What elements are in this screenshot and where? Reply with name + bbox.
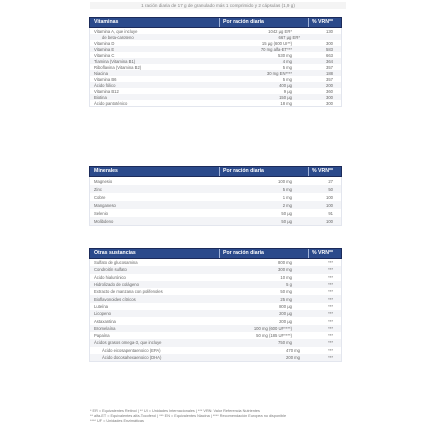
nutrient-name: Hidrolizado de colágeno (94, 282, 139, 288)
nutrient-vrn: *** (328, 347, 333, 353)
nutrient-amount: 18 mg (280, 100, 292, 106)
nutrient-vrn: *** (328, 274, 333, 280)
header-nutrient: Minerales (94, 168, 118, 174)
nutrient-vrn: 50 (328, 186, 333, 192)
table-row (90, 259, 341, 266)
table-row (90, 40, 341, 46)
table-row (90, 70, 341, 76)
header-vrn: % VRN** (308, 167, 341, 176)
nutrient-vrn: *** (328, 267, 333, 273)
nutrient-amount: 4 mg (282, 58, 292, 64)
nutrient-name: Vitamina E (94, 46, 115, 52)
nutrient-name: Ácido hialurónico (94, 274, 126, 280)
table-row (90, 100, 341, 106)
nutrient-amount: 10 mg (280, 274, 292, 280)
table-row (90, 52, 341, 58)
nutrient-amount: 200 µg (279, 311, 292, 317)
serving-caption: 1 ración diaria de 17 g de granulado más 1 comprimido y 2 cápsulas (1,9 g) (90, 2, 346, 9)
table-row (90, 34, 341, 40)
vitamins-table (89, 17, 342, 107)
minerals-table (89, 166, 342, 226)
nutrient-amount: 5 mg (282, 186, 292, 192)
nutrient-vrn: 300 (326, 40, 333, 46)
nutrient-amount: 100 mg (600 UF****) (253, 325, 292, 331)
nutrient-name: Vitamina B6 (94, 76, 117, 82)
nutrient-vrn: 27 (328, 178, 333, 184)
nutrient-name: Astaxantina (94, 318, 116, 324)
nutrient-vrn: 364 (326, 58, 333, 64)
nutrient-vrn: 100 (326, 202, 333, 208)
nutrient-vrn: 357 (326, 76, 333, 82)
nutrient-name: Papaína (94, 333, 110, 339)
table-row (90, 303, 341, 310)
nutrient-name: Licopeno (94, 311, 111, 317)
header-nutrient: Vitaminas (94, 19, 119, 25)
other-substances-table-header (89, 248, 342, 259)
nutrient-vrn: *** (328, 303, 333, 309)
table-row (90, 325, 341, 332)
nutrient-name: Magnesio (94, 178, 113, 184)
nutrient-amount: 5 mg (282, 76, 292, 82)
nutrient-name: Tiamina (Vitamina B1) (94, 58, 136, 64)
nutrient-amount: 1 mg (282, 194, 292, 200)
nutrient-vrn: *** (328, 355, 333, 360)
nutrient-name: Condroitín sulfato (94, 267, 127, 273)
nutrient-name: Luteína (94, 303, 108, 309)
table-row (90, 339, 341, 346)
nutrient-name: Ácido fólico (94, 82, 116, 88)
nutrient-vrn: 100 (326, 194, 333, 200)
nutrient-amount: 800 µg (279, 303, 292, 309)
nutrient-name: Bioflavonoides cítricos (94, 296, 136, 302)
nutrient-amount: 15 µg (600 UI**) (261, 40, 292, 46)
nutrient-vrn: *** (328, 311, 333, 317)
nutrient-vrn: *** (328, 289, 333, 295)
nutrient-amount: 50 mg (280, 289, 292, 295)
nutrient-name: Zinc (94, 186, 102, 192)
nutrient-name: Vitamina A, que incluye (94, 28, 138, 34)
nutrient-vrn: *** (328, 340, 333, 346)
nutrient-amount: 5 mg (282, 64, 292, 70)
nutrient-vrn: *** (328, 260, 333, 266)
table-row (90, 76, 341, 82)
nutrient-amount: 25 mg (280, 296, 292, 302)
nutrient-amount: 200 µg (279, 318, 292, 324)
nutrient-name: Cobre (94, 194, 106, 200)
header-amount: Por ración diaria (219, 18, 308, 27)
table-row (90, 209, 341, 217)
nutrient-vrn: 100 (326, 218, 333, 224)
nutrient-name: Vitamina B12 (94, 88, 119, 94)
table-row (90, 94, 341, 100)
nutrient-vrn: 360 (326, 88, 333, 94)
nutrient-name: Biotina (94, 94, 107, 100)
nutrient-amount: 2 mg (282, 202, 292, 208)
nutrient-vrn: 200 (326, 82, 333, 88)
nutrient-vrn: *** (328, 333, 333, 339)
nutrient-amount: 750 mg (278, 340, 292, 346)
minerals-rows (89, 177, 342, 226)
table-row (90, 317, 341, 324)
nutrient-amount: 470 mg (286, 347, 300, 353)
footnote-line: * ER = Equivalentes Retinol | ** UI = Unidades Internacionales | *** VRN: Valor Referencia Nutrientes (90, 409, 260, 413)
nutrient-vrn: 663 (326, 52, 333, 58)
nutrient-name: Sulfato de glucosamina (94, 260, 138, 266)
nutrient-vrn: 130 (326, 28, 333, 34)
nutrient-name: Ácido docosahexaenoico (DHA) (102, 355, 162, 360)
nutrient-name: Vitamina C (94, 52, 115, 58)
table-row (90, 288, 341, 295)
nutrient-amount: 530 mg (278, 52, 292, 58)
nutrient-amount: 70 mg alfa-ET*** (260, 46, 292, 52)
table-row (90, 281, 341, 288)
nutrient-name: Selenio (94, 210, 108, 216)
header-vrn: % VRN** (308, 18, 341, 27)
footnote-line: ** alfa-ET = Equivalentes alfa-Tocoferol | *** EN = Equivalentes Niacina | **** Recomendación Europea no disponible (90, 414, 287, 418)
table-row (90, 185, 341, 193)
nutrient-amount: 800 mg (278, 260, 292, 266)
table-row (90, 177, 341, 185)
nutrient-amount: 1042 µg ER* (268, 28, 292, 34)
nutrient-vrn: *** (328, 296, 333, 302)
minerals-table-header (89, 166, 342, 177)
nutrient-name: Manganeso (94, 202, 116, 208)
table-row (90, 193, 341, 201)
table-row (90, 82, 341, 88)
nutrient-vrn: 188 (326, 70, 333, 76)
header-nutrient: Otras sustancias (94, 250, 136, 256)
nutrient-name: Ácido eicosapentaenoico (EPA) (102, 347, 161, 353)
nutrient-vrn: *** (328, 325, 333, 331)
nutrient-vrn: 583 (326, 46, 333, 52)
nutrient-name: Riboflavina (Vitamina B2) (94, 64, 142, 70)
nutrient-amount: 50 µg (281, 218, 292, 224)
vitamins-rows (89, 28, 342, 107)
table-row (90, 201, 341, 209)
table-row (90, 46, 341, 52)
other-substances-table (89, 248, 342, 362)
header-vrn: % VRN** (308, 249, 341, 258)
nutrient-amount: 667 µg ER* (278, 34, 300, 40)
table-row (90, 28, 341, 34)
table-row (90, 332, 341, 339)
nutrient-name: Ácido pantoténico (94, 100, 128, 106)
nutrient-name: Molibdeno (94, 218, 114, 224)
nutrient-amount: 150 µg (279, 94, 292, 100)
table-row (90, 295, 341, 302)
other-substances-rows (89, 259, 342, 362)
nutrient-amount: 9 µg (283, 88, 292, 94)
nutrient-amount: 200 mg (286, 355, 300, 360)
table-row (90, 266, 341, 273)
nutrient-vrn: 357 (326, 64, 333, 70)
nutrient-amount: 50 µg (281, 210, 292, 216)
table-row (90, 274, 341, 281)
nutrient-name: Niacina (94, 70, 108, 76)
nutrient-amount: 100 mg (278, 178, 292, 184)
footnotes (90, 409, 342, 424)
table-row (90, 354, 341, 361)
nutrient-vrn: *** (328, 318, 333, 324)
header-amount: Por ración diaria (219, 167, 308, 176)
nutrient-name: Bromelaína (94, 325, 116, 331)
nutrient-name: Vitamina D (94, 40, 115, 46)
nutrient-name: Ácidos grasos omega-3, que incluye (94, 340, 162, 346)
nutrient-amount: 300 mg (278, 267, 292, 273)
nutrient-vrn: 91 (328, 210, 333, 216)
table-row (90, 88, 341, 94)
nutrient-name: de beta-caroteno (102, 34, 134, 40)
nutrient-vrn: 300 (326, 100, 333, 106)
table-row (90, 347, 341, 354)
table-row (90, 64, 341, 70)
header-amount: Por ración diaria (219, 249, 308, 258)
nutrient-amount: 50 mg (185 UF****) (256, 333, 292, 339)
vitamins-table-header (89, 17, 342, 28)
nutrient-vrn: *** (328, 282, 333, 288)
nutrient-amount: 400 µg (279, 82, 292, 88)
nutrient-amount: 30 mg EN**** (266, 70, 292, 76)
table-row (90, 310, 341, 317)
table-row (90, 58, 341, 64)
table-row (90, 217, 341, 225)
nutrient-name: Extracto de manzana con polifenoles (94, 289, 163, 295)
nutrient-vrn: 300 (326, 94, 333, 100)
footnote-line: **** UF = Unidades Enzimáticas (90, 419, 144, 423)
nutrient-amount: 5 g (286, 282, 292, 288)
